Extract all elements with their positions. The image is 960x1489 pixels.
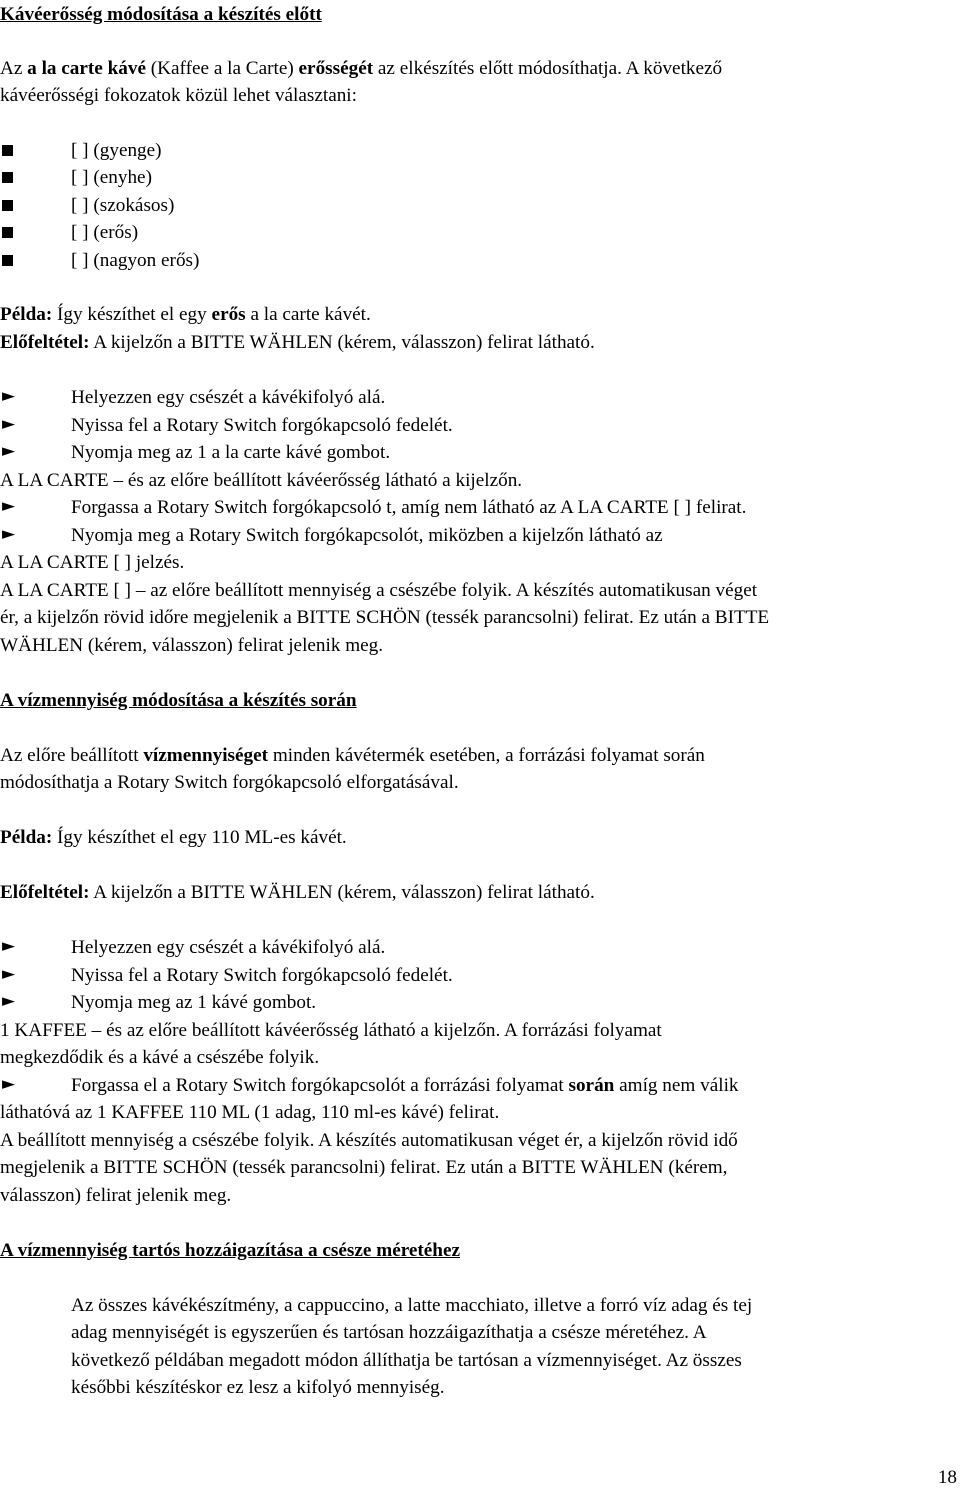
triangle-arrow-icon: ►: [2, 414, 16, 434]
display-line-2: megkezdődik és a kávé a csészébe folyik.: [0, 1047, 320, 1068]
result-line-3: WÄHLEN (kérem, válasszon) felirat jelenik meg.: [0, 635, 384, 656]
text: A kijelzőn a BITTE WÄHLEN (kérem, válasszon) felirat látható.: [89, 332, 595, 353]
text: Az előre beállított: [0, 745, 144, 766]
section-heading-water: A vízmennyiség módosítása a készítés során: [0, 690, 357, 711]
option-label: [ ] (szokásos): [71, 195, 175, 216]
text: a la carte kávét.: [245, 304, 371, 325]
result-line-1: A beállított mennyiség a csészébe folyik. A készítés automatikusan véget ér, a kijelzőn rövid idő: [0, 1130, 738, 1151]
square-bullet-icon: [2, 200, 13, 211]
text-bold: erős: [211, 304, 246, 325]
example-line: [0, 305, 371, 324]
result-line-2: ér, a kijelzőn rövid időre megjelenik a BITTE SCHÖN (tessék parancsolni) felirat. Ez után a BITTE: [0, 607, 770, 628]
text: Így készíthet el egy: [52, 304, 212, 325]
result-line-1: A LA CARTE [ ] – az előre beállított mennyiség a csészébe folyik. A készítés automatikusan véget: [0, 580, 758, 601]
step-text: Nyomja meg az 1 a la carte kávé gombot.: [71, 442, 391, 463]
precondition-line: [0, 883, 595, 902]
text: (Kaffee a la Carte): [146, 58, 299, 79]
step-text: Forgassa a Rotary Switch forgókapcsoló t, amíg nem látható az A LA CARTE [ ] felirat.: [71, 497, 747, 518]
option-label: [ ] (gyenge): [71, 140, 162, 161]
precondition-label: Előfeltétel:: [0, 882, 90, 903]
paragraph-line-4: későbbi készítéskor ez lesz a kifolyó mennyiség.: [71, 1377, 445, 1398]
triangle-arrow-icon: ►: [2, 964, 16, 984]
triangle-arrow-icon: ►: [2, 936, 16, 956]
example-line: [0, 828, 347, 847]
square-bullet-icon: [2, 227, 13, 238]
triangle-arrow-icon: ►: [2, 441, 16, 461]
paragraph-line-3: következő példában megadott módon állíthatja be tartósan a vízmennyiséget. Az összes: [71, 1350, 742, 1371]
result-line-3: válasszon) felirat jelenik meg.: [0, 1185, 232, 1206]
triangle-arrow-icon: ►: [2, 524, 16, 544]
option-label: [ ] (enyhe): [71, 167, 152, 188]
text-bold: során: [568, 1075, 615, 1096]
square-bullet-icon: [2, 145, 13, 156]
step-continuation: láthatóvá az 1 KAFFEE 110 ML (1 adag, 110 ml-es kávé) felirat.: [0, 1102, 500, 1123]
text: Az: [0, 58, 28, 79]
text: Így készíthet el egy 110 ML-es kávét.: [52, 827, 347, 848]
intro-line-1: [0, 59, 722, 78]
display-line-1: 1 KAFFEE – és az előre beállított kávéerősség látható a kijelzőn. A forrázási folyamat: [0, 1020, 662, 1041]
page-number: 18: [937, 1467, 957, 1488]
text: A kijelzőn a BITTE WÄHLEN (kérem, válasszon) felirat látható.: [89, 882, 595, 903]
step-text: Nyissa fel a Rotary Switch forgókapcsoló fedelét.: [71, 415, 453, 436]
square-bullet-icon: [2, 255, 13, 266]
step-text: [71, 1076, 739, 1095]
intro-line-2: módosíthatja a Rotary Switch forgókapcsoló elforgatásával.: [0, 772, 459, 793]
text: amíg nem válik: [614, 1075, 739, 1096]
text-bold: vízmennyiséget: [143, 745, 269, 766]
precondition-line: [0, 333, 595, 352]
intro-line-1: [0, 746, 705, 765]
text: az elkészítés előtt módosíthatja. A következő: [373, 58, 723, 79]
text-bold: erősségét: [298, 58, 374, 79]
triangle-arrow-icon: ►: [2, 1074, 16, 1094]
option-label: [ ] (erős): [71, 222, 139, 243]
result-line-2: megjelenik a BITTE SCHÖN (tessék parancsolni) felirat. Ez után a BITTE WÄHLEN (kérem,: [0, 1157, 728, 1178]
section-heading-strength: Kávéerősség módosítása a készítés előtt: [0, 4, 322, 25]
paragraph-line-1: Az összes kávékészítmény, a cappuccino, a latte macchiato, illetve a forró víz adag és tej: [71, 1295, 753, 1316]
paragraph-line-2: adag mennyiségét is egyszerűen és tartósan hozzáigazíthatja a csésze méretéhez. A: [71, 1322, 707, 1343]
square-bullet-icon: [2, 172, 13, 183]
triangle-arrow-icon: ►: [2, 496, 16, 516]
step-text: Nyomja meg az 1 kávé gombot.: [71, 992, 317, 1013]
triangle-arrow-icon: ►: [2, 991, 16, 1011]
step-continuation: A LA CARTE [ ] jelzés.: [0, 552, 185, 573]
example-label: Példa:: [0, 827, 53, 848]
triangle-arrow-icon: ►: [2, 386, 16, 406]
text-bold: a la carte kávé: [27, 58, 146, 79]
step-text: Helyezzen egy csészét a kávékifolyó alá.: [71, 387, 386, 408]
example-label: Példa:: [0, 304, 53, 325]
text: Forgassa el a Rotary Switch forgókapcsolót a forrázási folyamat: [71, 1075, 569, 1096]
precondition-label: Előfeltétel:: [0, 332, 90, 353]
intro-line-2: kávéerősségi fokozatok közül lehet választani:: [0, 85, 357, 106]
display-line: A LA CARTE – és az előre beállított kávéerősség látható a kijelzőn.: [0, 470, 523, 491]
text: minden kávétermék esetében, a forrázási folyamat során: [268, 745, 705, 766]
step-text: Nyissa fel a Rotary Switch forgókapcsoló fedelét.: [71, 965, 453, 986]
section-heading-permanent: A vízmennyiség tartós hozzáigazítása a csésze méretéhez: [0, 1240, 461, 1261]
step-text: Helyezzen egy csészét a kávékifolyó alá.: [71, 937, 386, 958]
option-label: [ ] (nagyon erős): [71, 250, 200, 271]
step-text: Nyomja meg a Rotary Switch forgókapcsolót, miközben a kijelzőn látható az: [71, 525, 663, 546]
